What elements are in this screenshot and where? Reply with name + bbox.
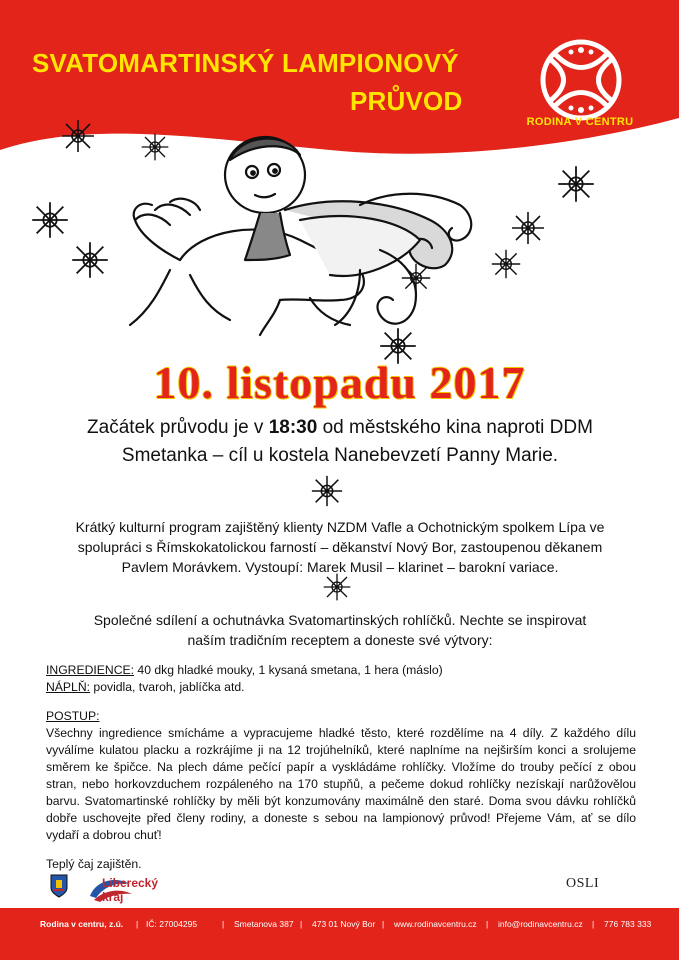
ingredients-text: 40 dkg hladké mouky, 1 kysaná smetana, 1 hera (máslo)	[134, 663, 443, 677]
footer-phone: 776 783 333	[604, 919, 652, 929]
logo-text: RODINA V CENTRU	[526, 116, 634, 128]
footer-street: Smetanova 387	[234, 919, 294, 929]
snowflake-icon	[556, 164, 596, 204]
start-text-b: od městského kina naproti DDM	[317, 417, 593, 438]
footer-sep: |	[222, 919, 225, 929]
footer-sep: |	[592, 919, 595, 929]
ingredients-row	[46, 662, 636, 679]
sponsors	[46, 874, 646, 904]
poster-title	[32, 44, 502, 120]
footer-email: info@rodinavcentru.cz	[498, 919, 583, 929]
filling-label: NÁPLŇ:	[46, 680, 91, 694]
start-text-c: Smetanka – cíl u kostela Nanebevzetí Panny Marie.	[121, 445, 559, 466]
procedure-label: POSTUP:	[46, 709, 100, 723]
start-time: 18:30	[268, 417, 318, 438]
snowflake-icon	[140, 132, 170, 162]
snowflake-icon	[60, 118, 96, 154]
ingredients-label: INGREDIENCE:	[46, 663, 135, 677]
footer-sep: |	[300, 919, 303, 929]
filling-row	[46, 679, 636, 696]
footer-sep: |	[486, 919, 489, 929]
liberecky-text-2: kraj	[102, 890, 124, 904]
program-line-2: spolupráci s Římskokatolickou farností – děkanství Nový Bor, zastoupenou děkanem	[77, 539, 603, 555]
tea-note: Teplý čaj zajištěn.	[46, 857, 142, 871]
start-text-a: Začátek průvodu je v	[87, 417, 269, 438]
sharing-line-2: naším tradičním receptem a doneste své výtvory:	[187, 632, 493, 648]
snowflake-icon	[510, 210, 546, 246]
snowflake-icon	[310, 474, 344, 508]
footer-city: 473 01 Nový Bor	[312, 919, 376, 929]
coat-of-arms-icon	[50, 874, 68, 898]
title-line-2: PRŮVOD	[350, 86, 463, 116]
osli-logo-text: OSLI	[566, 876, 600, 891]
program-line-3: Pavlem Morávkem. Vystoupí: Marek Musil – klarinet – barokní variace.	[121, 559, 559, 575]
footer-ico: IČ: 27004295	[146, 919, 198, 929]
event-date: 10. listopadu 2017	[153, 357, 526, 408]
snowflake-icon	[70, 240, 110, 280]
snowflake-icon	[490, 248, 522, 280]
sharing-info	[40, 610, 640, 650]
program-line-1: Krátký kulturní program zajištěný klienty NZDM Vafle a Ochotnickým spolkem Lípa ve	[75, 519, 605, 535]
procedure-text: Všechny ingredience smícháme a vypracujeme hladké těsto, které rozdělíme na 4 díly. Z každého dílu vyválíme kulatou placku a rozkrájíme ji na 12 trojúhelníků, které naplníme na nejširším konci a srolujeme směrem ke špičce. Na plech dáme pečící papír a vyskládáme rohlíčky. Vložíme do trouby pečící z obou stran, nebo horkovzduchem rozpáleného na 170 stupňů, a pečeme dokud rohlíčky nezískají narůžovělou barvu. Svatomartinské rohlíčky by měli být konzumovány maximálně den staré. Doma svou dávku rohlíčků dobře uschovejte před členy rodiny, a doneste s sebou na lampionový průvod! Přejeme Vám, ať se dílo vydaří a dobrou chuť!	[46, 726, 636, 842]
snowflake-icon	[30, 200, 70, 240]
snowflake-icon	[400, 262, 432, 294]
start-info	[40, 414, 640, 470]
filling-text: povidla, tvaroh, jablíčka atd.	[90, 680, 245, 694]
liberecky-text-1: Liberecký	[102, 876, 159, 890]
footer-sep: |	[382, 919, 385, 929]
recipe	[46, 662, 636, 873]
footer-org: Rodina v centru, z.ú.	[40, 919, 124, 929]
sharing-line-1: Společné sdílení a ochutnávka Svatomartinských rohlíčků. Nechte se inspirovat	[93, 612, 587, 628]
title-line-1: SVATOMARTINSKÝ LAMPIONOVÝ	[32, 48, 459, 78]
footer	[0, 912, 679, 936]
footer-web: www.rodinavcentru.cz	[394, 919, 477, 929]
footer-sep: |	[136, 919, 139, 929]
program-info	[40, 517, 640, 577]
